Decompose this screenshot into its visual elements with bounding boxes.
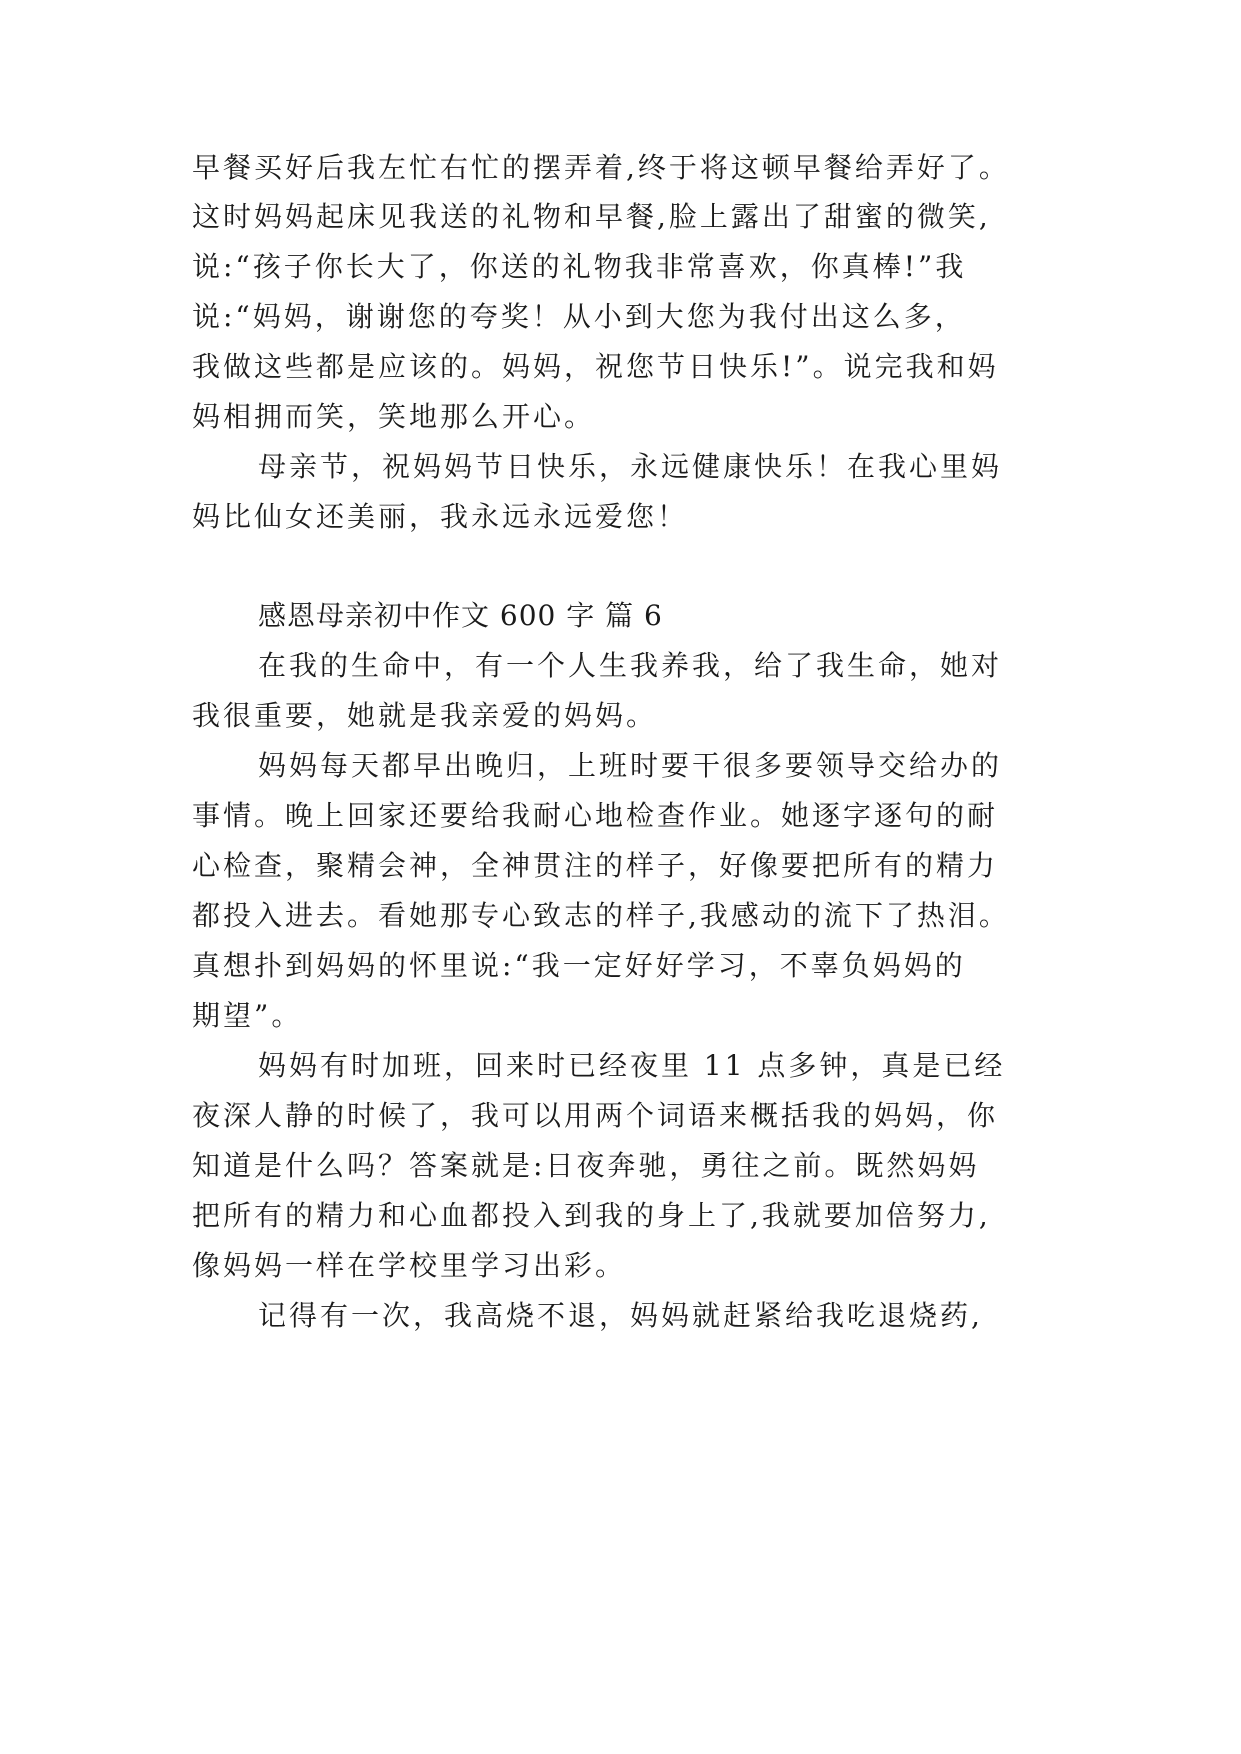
text-line: 像妈妈一样在学校里学习出彩。	[192, 1249, 627, 1282]
text-line: 妈相拥而笑，笑地那么开心。	[192, 400, 596, 433]
text-line: 母亲节，祝妈妈节日快乐，永远健康快乐！在我心里妈	[258, 450, 1003, 483]
text-line: 这时妈妈起床见我送的礼物和早餐,脸上露出了甜蜜的微笑,	[192, 200, 991, 233]
text-line: 早餐买好后我左忙右忙的摆弄着,终于将这顿早餐给弄好了。	[192, 151, 1010, 184]
text-line: 记得有一次，我高烧不退，妈妈就赶紧给我吃退烧药,	[258, 1299, 983, 1332]
text-line: 真想扑到妈妈的怀里说:“我一定好好学习，不辜负妈妈的	[192, 949, 966, 982]
text-line: 期望”。	[192, 999, 303, 1032]
text-line: 事情。晚上回家还要给我耐心地检查作业。她逐字逐句的耐	[192, 799, 999, 832]
text-line: 夜深人静的时候了，我可以用两个词语来概括我的妈妈，你	[192, 1099, 999, 1132]
text-line: 在我的生命中，有一个人生我养我，给了我生命，她对	[258, 649, 1003, 682]
text-line: 说:“妈妈，谢谢您的夸奖！从小到大您为我付出这么多，	[192, 300, 966, 333]
text-line: 知道是什么吗？答案就是:日夜奔驰，勇往之前。既然妈妈	[192, 1149, 980, 1182]
text-line: 我做这些都是应该的。妈妈，祝您节日快乐!”。说完我和妈	[192, 350, 999, 383]
text-line: 妈比仙女还美丽，我永远永远爱您！	[192, 500, 689, 533]
text-line: 妈妈每天都早出晚归，上班时要干很多要领导交给办的	[258, 749, 1003, 782]
text-line: 都投入进去。看她那专心致志的样子,我感动的流下了热泪。	[192, 899, 1010, 932]
text-line: 妈妈有时加班，回来时已经夜里 11 点多钟，真是已经	[258, 1049, 1006, 1082]
section-heading: 感恩母亲初中作文 600 字 篇 6	[258, 599, 663, 632]
text-line: 说:“孩子你长大了，你送的礼物我非常喜欢，你真棒!”我	[192, 250, 967, 283]
text-line: 心检查，聚精会神，全神贯注的样子，好像要把所有的精力	[192, 849, 999, 882]
text-line: 我很重要，她就是我亲爱的妈妈。	[192, 699, 658, 732]
text-line: 把所有的精力和心血都投入到我的身上了,我就要加倍努力,	[192, 1199, 991, 1232]
